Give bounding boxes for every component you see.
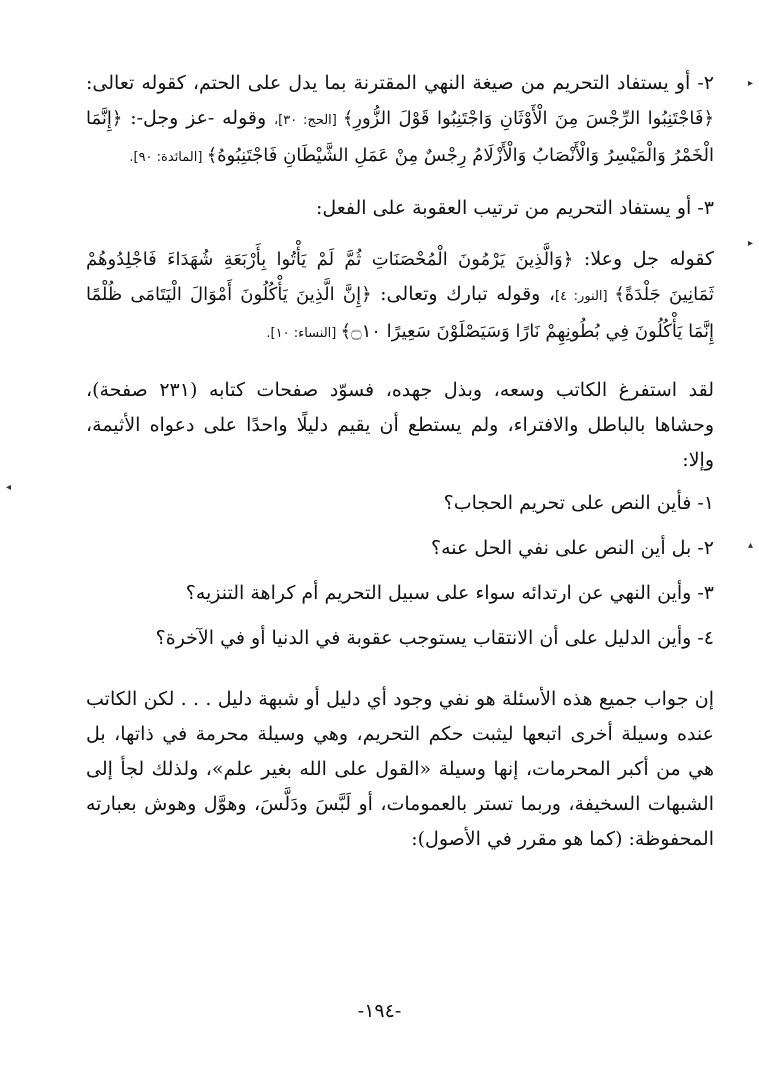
paragraph-penalty-verses [86,242,714,351]
spacer [86,351,714,373]
lead-text: تعالى: [86,72,135,94]
quran-verse: ﴿إِنَّ الَّذِينَ يَأْكُلُونَ أَمْوَالَ الْيَتَامَى ظُلْمًا إِنَّمَا يَأْكُلُونَ فِي بُطُونِهِمْ نَارًا وَسَيَصْلَوْنَ سَعِيرًا ۝١٠﴾ [86,284,714,342]
quran-verse: ﴿فَاجْتَنِبُوا الرِّجْسَ مِنَ الْأَوْثَانِ وَاجْتَنِبُوا قَوْلَ الزُّورِ﴾ [342,108,714,129]
page-body [86,66,714,857]
page-number: -١٩٤- [357,1000,402,1022]
spacer [86,226,714,242]
verse-citation: [الحج: ٣٠]، [273,113,343,128]
question-item: ٤- وأين الدليل على أن الانتقاب يستوجب عقوبة في الدنيا أو في الآخرة؟ [155,627,714,649]
scan-edge-mark: ▸ [747,238,753,249]
scan-edge-mark: ◂ [6,482,12,493]
paragraph-penalty-heading: ٣- أو يستفاد التحريم من ترتيب العقوبة على الفعل: [315,197,714,219]
paragraph-argument: لقد استفرغ الكاتب وسعه، وبذل جهده، فسوّد صفحات كتابه (٢٣١ صفحة)، وحشاها بالباطل والافتراء، ولم يستطع أن يقيم دليلًا واحدًا على دعواه الأثيمة، وإلا: [86,379,714,471]
paragraph-answer: إن جواب جميع هذه الأسئلة هو نفي وجود أي دليل أو شبهة دليل . . . لكن الكاتب عنده وسيلة أخرى اتبعها ليثبت حكم التحريم، وهي وسيلة محرمة في ذاتها، بل هي من أكبر المحرمات، إنها وسيلة «القول على الله بغير علم»، ولذلك لجأ إلى الشبهات السخيفة، وربما تستر بالعمومات، أو لَبَّسَ ودَلَّسَ، وهوَّل وهوش بعبارته المحفوظة: (كما هو مقرر في الأصول): [86,688,714,850]
scan-edge-mark: ▴ [747,540,753,551]
lead-text: كقوله جل وعلا: [573,248,715,270]
verse-citation: [النساء: ١٠]. [266,326,341,341]
verse-citation: [النور: ٤] [555,289,615,304]
lead-text: وقوله -عز وجل-: [122,107,267,129]
scan-edge-mark: ▸ [747,78,753,89]
verse-citation: [المائدة: ٩٠]. [129,150,207,165]
spacer [86,666,714,682]
lead-text: ، وقوله تبارك وتعالى: [371,283,555,305]
spacer [86,478,714,486]
intro-text: ٢- أو يستفاد التحريم من صيغة النهي المقترنة بما يدل على الحتم، كقوله [141,72,714,94]
quran-verse: ﴿وَالَّذِينَ يَرْمُونَ الْمُحْصَنَاتِ ثُمَّ لَمْ يَأْتُوا بِأَرْبَعَةِ شُهَدَاءَ فَاجْلِدُوهُمْ ثَمَانِينَ جَلْدَةً﴾ [86,249,714,305]
questions-list [86,486,714,656]
spacer [86,175,714,191]
quran-verse: ﴿إِنَّمَا الْخَمْرُ وَالْمَيْسِرُ وَالْأَنْصَابُ وَالْأَزْلَامُ رِجْسٌ مِنْ عَمَلِ الشَّيْطَانِ فَاجْتَنِبُوهُ﴾ [86,108,714,166]
question-item: ٣- وأين النهي عن ارتدائه سواء على سبيل التحريم أم كراهة التنزيه؟ [185,582,714,604]
question-item: ٢- بل أين النص على نفي الحل عنه؟ [431,537,714,559]
paragraph-prohibition-form [86,66,714,175]
question-item: ١- فأين النص على تحريم الحجاب؟ [443,492,714,514]
